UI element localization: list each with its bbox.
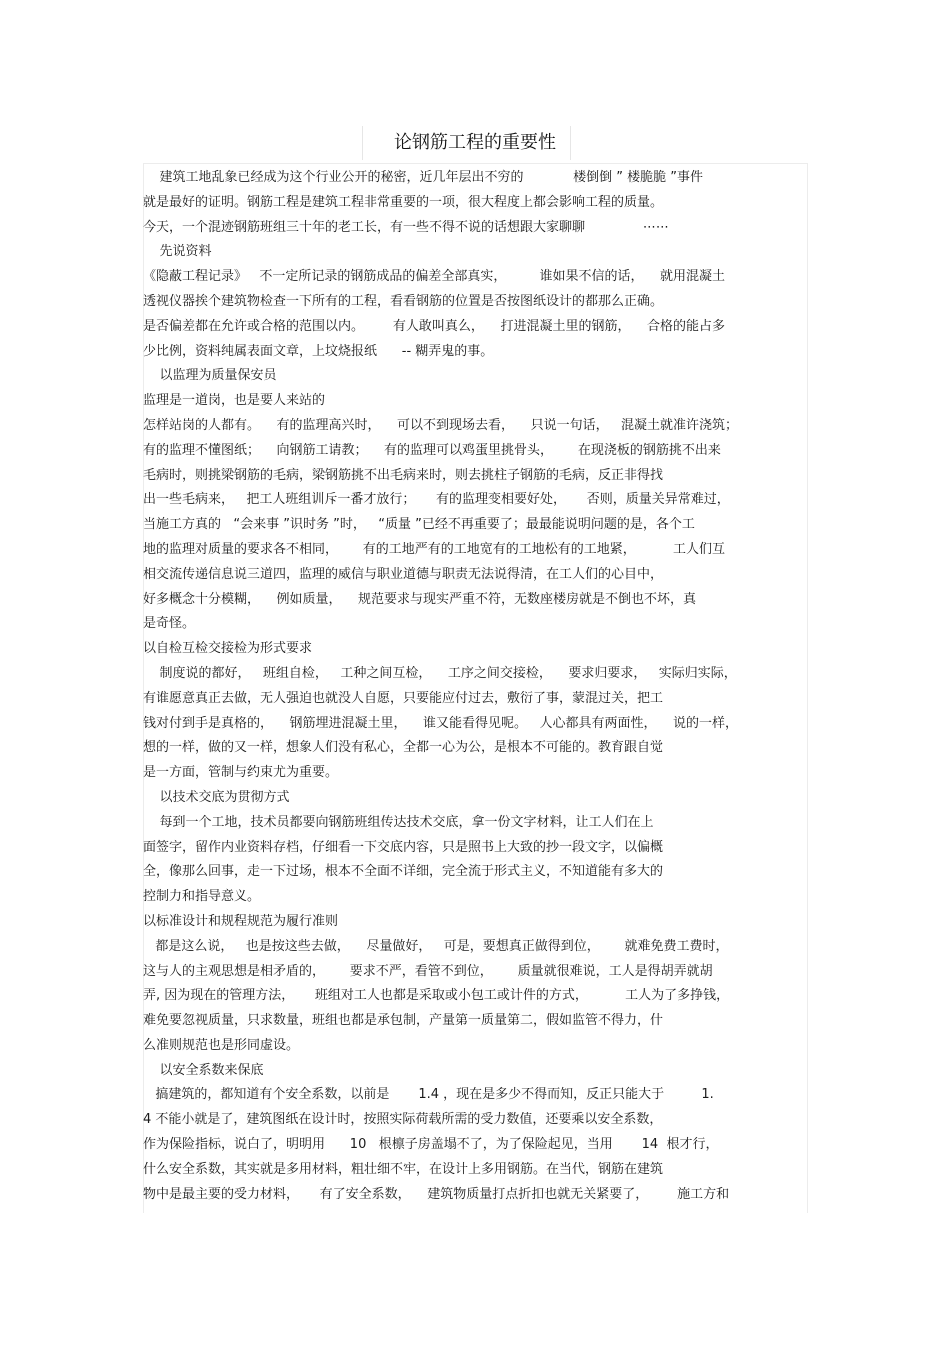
text-line: 物中是最主要的受力材料， 有了安全系数， 建筑物质量打点折扣也就无关紧要了， 施工方和	[143, 1186, 730, 1202]
text-line: 毛病时，则挑梁钢筋的毛病，梁钢筋挑不出毛病来时，则去挑柱子钢筋的毛病，反正非得找	[143, 467, 664, 483]
document-title: 论钢筋工程的重要性	[394, 132, 556, 153]
document-body	[143, 166, 808, 1207]
text-line: 透视仪器挨个建筑物检查一下所有的工程，看看钢筋的位置是否按图纸设计的都那么正确。	[143, 293, 664, 309]
text-line: 有谁愿意真正去做，无人强迫也就没人自愿，只要能应付过去，敷衍了事，蒙混过关，把工	[143, 690, 664, 706]
text-line: 怎样站岗的人都有。 有的监理高兴时， 可以不到现场去看， 只说一句话， 混凝土就准许浇筑；	[143, 417, 738, 433]
text-line: 有的监理不懂图纸； 向钢筋工请教； 有的监理可以鸡蛋里挑骨头， 在现浇板的钢筋挑不出来	[143, 442, 721, 458]
text-line: 少比例，资料纯属表面文章，上坟烧报纸 -- 糊弄鬼的事。	[143, 343, 494, 359]
text-line: 出一些毛病来， 把工人班组训斥一番才放行； 有的监理变相要好处， 否则，质量关异常难过，	[143, 492, 730, 508]
text-line: 是否偏差都在允许或合格的范围以内。 有人敢叫真么， 打进混凝土里的钢筋， 合格的能占多	[143, 318, 725, 334]
text-line: 想的一样，做的又一样，想象人们没有私心，全都一心为公，是根本不可能的。教育跟自觉	[143, 740, 664, 756]
text-line: 建筑工地乱象已经成为这个行业公开的秘密，近几年层出不穷的 楼倒倒 ” 楼脆脆 ”事件	[143, 170, 703, 185]
text-line: 么准则规范也是形同虚设。	[143, 1037, 300, 1053]
text-line: 面签字，留作内业资料存档，仔细看一下交底内容，只是照书上大致的抄一段文字，以偏概	[143, 839, 664, 855]
text-line: 是一方面，管制与约束尤为重要。	[143, 765, 339, 781]
text-line: 今天，一个混迹钢筋班组三十年的老工长，有一些不得不说的话想跟大家聊聊 ⋯⋯	[143, 219, 669, 235]
text-line: 全，像那么回事，走一下过场，根本不全面不详细，完全流于形式主义，不知道能有多大的	[143, 864, 664, 880]
text-line: 弄, 因为现在的管理方法， 班组对工人也都是采取或小包工或计件的方式， 工人为了多挣钱，	[143, 988, 730, 1004]
page-frame-top	[143, 163, 808, 164]
text-line: 搞建筑的，都知道有个安全系数，以前是 1.4 ，现在是多少不得而知，反正只能大于 1.	[143, 1087, 714, 1103]
text-line: 地的监理对质量的要求各不相同， 有的工地严有的工地宽有的工地松有的工地紧， 工人们互	[143, 541, 725, 557]
text-line: 什么安全系数，其实就是多用材料，粗壮细不牢，在设计上多用钢筋。在当代，钢筋在建筑	[143, 1161, 664, 1177]
text-line: 当施工方真的 “会来事 ”识时务 ”时， “质量 ”已经不再重要了；最最能说明问题的是，各个工	[143, 517, 695, 533]
text-line: 以自检互检交接检为形式要求	[143, 641, 313, 657]
text-line: 控制力和指导意义。	[143, 889, 261, 905]
text-line: 都是这么说， 也是按这些去做， 尽量做好， 可是，要想真正做得到位， 就难免费工费时，	[143, 938, 729, 954]
text-line: 就是最好的证明。钢筋工程是建筑工程非常重要的一项，很大程度上都会影响工程的质量。	[143, 194, 664, 210]
text-line: 好多概念十分模糊， 例如质量， 规范要求与现实严重不符，无数座楼房就是不倒也不坏，真	[143, 591, 697, 607]
text-line: 《隐蔽工程记录》 不一定所记录的钢筋成品的偏差全部真实， 谁如果不信的话， 就用混凝土	[143, 269, 725, 285]
text-line: 先说资料	[143, 244, 212, 260]
text-line: 作为保险指标，说白了，明明用 10 根檩子房盖塌不了，为了保险起见，当用 14 根才行，	[143, 1137, 719, 1153]
text-line: 难免要忽视质量，只求数量，班组也都是承包制，产量第一质量第二，假如监管不得力，什	[143, 1013, 664, 1029]
text-line: 以监理为质量保安员	[143, 368, 277, 384]
text-line: 以标准设计和规程规范为履行准则	[143, 913, 339, 929]
text-line: 钱对付到手是真格的， 钢筋埋进混凝土里， 谁又能看得见呢。 人心都具有两面性， 说的一样，	[143, 715, 738, 731]
text-line: 以技术交底为贯彻方式	[143, 789, 290, 805]
text-line: 制度说的都好， 班组自检， 工种之间互检， 工序之间交接检， 要求归要求， 实际归实际，	[143, 665, 737, 681]
text-line: 这与人的主观思想是相矛盾的， 要求不严，看管不到位， 质量就很难说，工人是得胡弄就胡	[143, 963, 713, 979]
text-line: 4 不能小就是了，建筑图纸在设计时，按照实际荷载所需的受力数值，还要乘以安全系数，	[143, 1112, 663, 1128]
text-line: 相交流传递信息说三道四，监理的威信与职业道德与职责无法说得清，在工人们的心目中，	[143, 566, 664, 582]
text-line: 每到一个工地，技术员都要向钢筋班组传达技术交底，拿一份文字材料，让工人们在上	[143, 814, 654, 830]
text-line: 以安全系数来保底	[143, 1062, 264, 1078]
text-line: 监理是一道岗，也是要人来站的	[143, 393, 326, 409]
text-line: 是奇怪。	[143, 616, 196, 632]
